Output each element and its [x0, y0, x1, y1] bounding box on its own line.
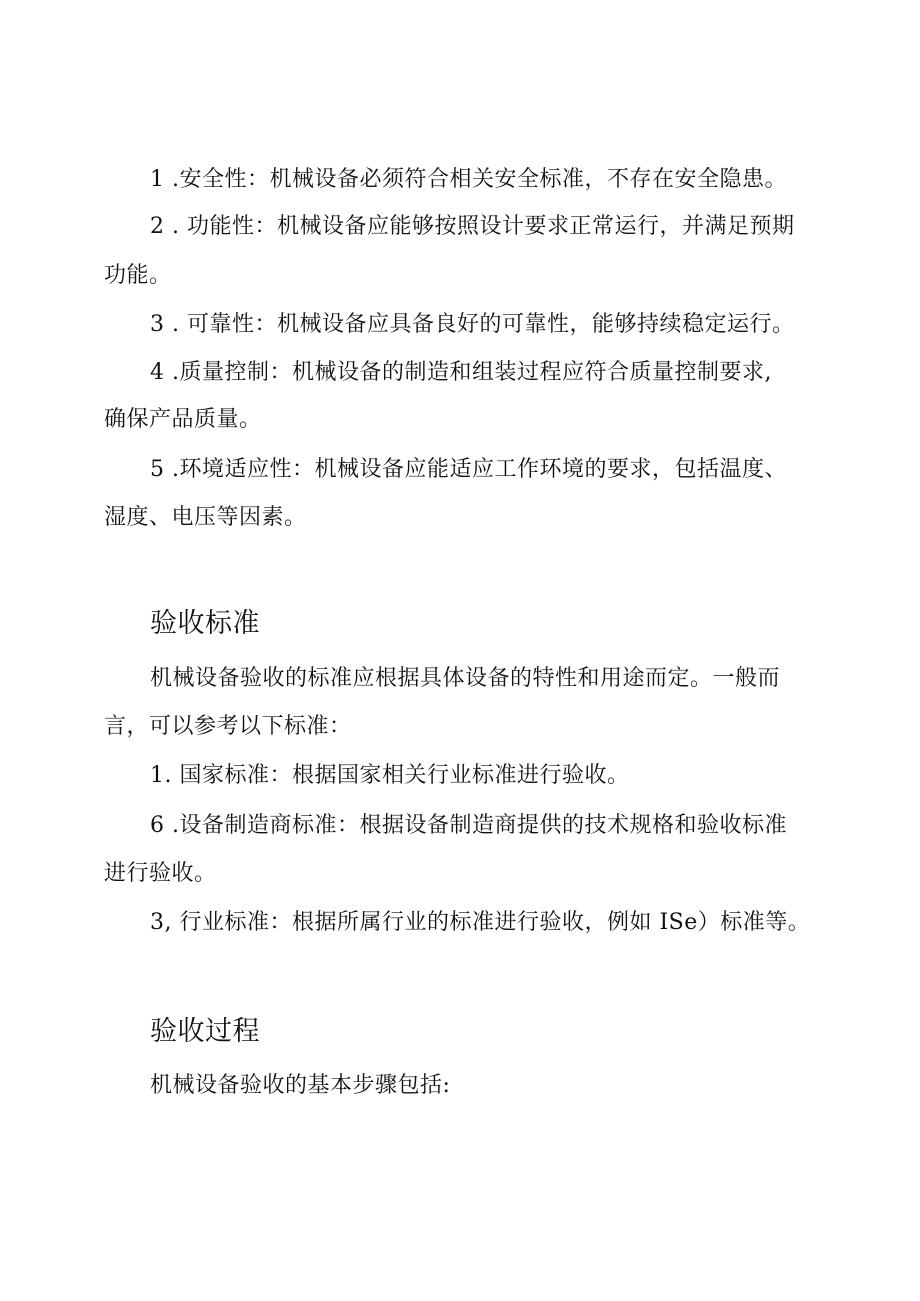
requirement-environment-line1: 5 .环境适应性：机械设备应能适应工作环境的要求，包括温度、 — [150, 457, 787, 482]
section-heading-process: 验收过程 — [150, 1016, 260, 1047]
requirement-functionality-line2: 功能。 — [104, 263, 172, 288]
standards-intro-line2: 言，可以参考以下标准： — [104, 714, 352, 739]
requirement-quality-line1: 4 .质量控制：机械设备的制造和组装过程应符合质量控制要求, — [150, 360, 772, 385]
requirement-environment-line2: 湿度、电压等因素。 — [104, 505, 307, 530]
standard-national: 1. 国家标准：根据国家相关行业标准进行验收。 — [150, 763, 630, 788]
requirement-functionality-line1: 2 . 功能性：机械设备应能够按照设计要求正常运行，并满足预期 — [150, 214, 795, 239]
standards-intro-line1: 机械设备验收的标准应根据具体设备的特性和用途而定。一般而 — [150, 666, 781, 691]
process-intro: 机械设备验收的基本步骤包括: — [150, 1073, 451, 1098]
standard-industry: 3, 行业标准：根据所属行业的标准进行验收，例如 ISe）标准等。 — [150, 910, 811, 935]
standard-manufacturer-line2: 进行验收。 — [104, 861, 217, 886]
requirement-reliability: 3 . 可靠性：机械设备应具备良好的可靠性，能够持续稳定运行。 — [150, 312, 795, 337]
requirement-quality-line2: 确保产品质量。 — [104, 407, 262, 432]
standard-manufacturer-line1: 6 .设备制造商标准：根据设备制造商提供的技术规格和验收标准 — [150, 813, 787, 838]
section-heading-standards: 验收标准 — [150, 608, 260, 639]
requirement-safety: 1 .安全性：机械设备必须符合相关安全标准，不存在安全隐患。 — [150, 167, 787, 192]
